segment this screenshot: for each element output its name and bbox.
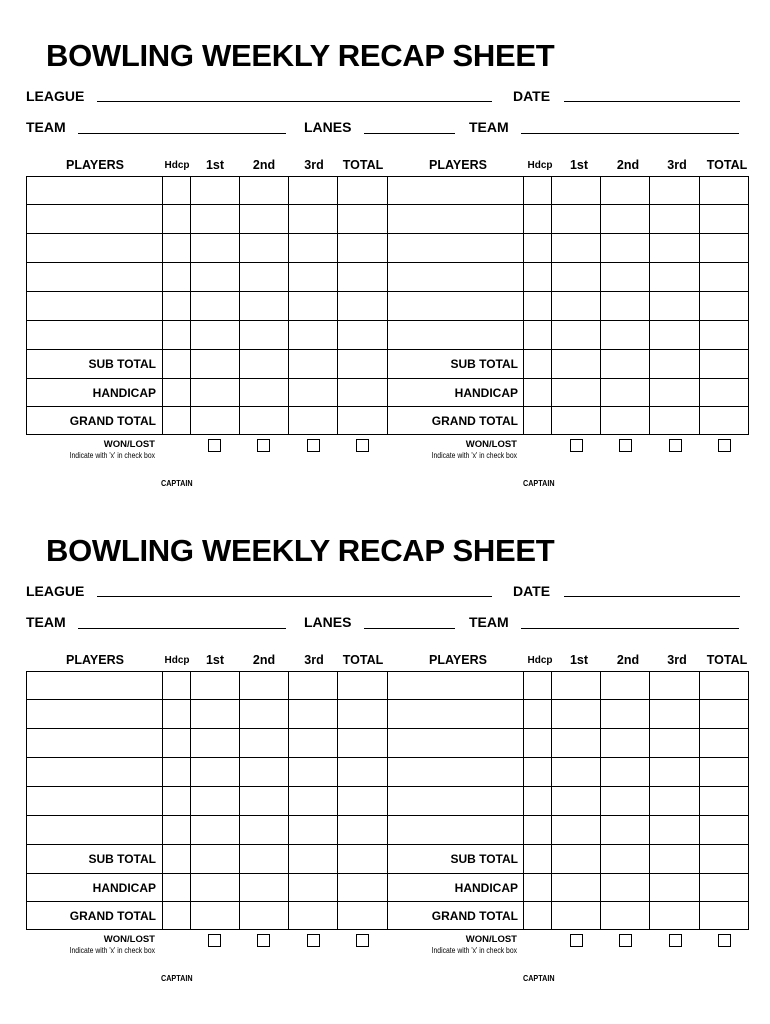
total-score-cell[interactable]	[163, 874, 191, 902]
player-score-cell[interactable]	[191, 816, 240, 845]
player-score-cell[interactable]	[552, 729, 601, 758]
player-score-cell[interactable]	[601, 177, 650, 205]
player-score-cell[interactable]	[700, 672, 750, 700]
total-score-cell[interactable]	[289, 379, 338, 407]
player-score-cell[interactable]	[240, 700, 289, 729]
player-score-cell[interactable]	[552, 177, 601, 205]
player-score-cell[interactable]	[191, 263, 240, 292]
total-score-cell[interactable]	[700, 407, 750, 436]
handicap-label-right: HANDICAP	[454, 881, 518, 895]
won-lost-note-right: Indicate with 'x' in check box	[431, 946, 517, 955]
league-field[interactable]	[97, 101, 492, 102]
player-score-cell[interactable]	[338, 177, 388, 205]
player-score-cell[interactable]	[650, 758, 700, 787]
player-score-cell[interactable]	[388, 177, 524, 205]
player-score-cell[interactable]	[552, 758, 601, 787]
handicap-label-left: HANDICAP	[92, 881, 156, 895]
player-score-cell[interactable]	[240, 321, 289, 350]
total-score-cell[interactable]	[700, 874, 750, 902]
total-score-cell[interactable]	[289, 874, 338, 902]
total-score-cell[interactable]	[601, 845, 650, 874]
player-score-cell[interactable]	[700, 729, 750, 758]
player-score-cell[interactable]	[650, 177, 700, 205]
player-score-cell[interactable]	[388, 672, 524, 700]
player-score-cell[interactable]	[338, 263, 388, 292]
won-lost-note-right: Indicate with 'x' in check box	[431, 451, 517, 460]
league-label: LEAGUE	[26, 583, 85, 599]
player-score-cell[interactable]	[524, 177, 552, 205]
date-label: DATE	[513, 88, 551, 104]
sheet-title: BOWLING WEEKLY RECAP SHEET	[46, 533, 555, 568]
player-score-cell[interactable]	[27, 263, 163, 292]
won-lost-checkbox[interactable]	[208, 934, 221, 947]
total-score-cell[interactable]	[338, 350, 388, 379]
player-score-cell[interactable]	[338, 321, 388, 350]
total-score-cell[interactable]	[601, 407, 650, 436]
header-1st-left: 1st	[205, 653, 225, 667]
won-lost-checkbox[interactable]	[570, 934, 583, 947]
player-score-cell[interactable]	[338, 234, 388, 263]
sheet-title: BOWLING WEEKLY RECAP SHEET	[46, 38, 555, 73]
won-lost-checkbox[interactable]	[570, 439, 583, 452]
header-3rd-right: 3rd	[667, 158, 687, 172]
total-score-cell[interactable]	[338, 902, 388, 931]
player-score-cell[interactable]	[388, 263, 524, 292]
player-score-cell[interactable]	[388, 292, 524, 321]
player-score-cell[interactable]	[388, 787, 524, 816]
player-score-cell[interactable]	[700, 758, 750, 787]
lanes-field[interactable]	[364, 133, 455, 134]
player-score-cell[interactable]	[650, 672, 700, 700]
player-score-cell[interactable]	[240, 263, 289, 292]
won-lost-checkbox[interactable]	[718, 934, 731, 947]
total-score-cell[interactable]	[240, 845, 289, 874]
player-score-cell[interactable]	[338, 292, 388, 321]
total-score-cell[interactable]	[552, 379, 601, 407]
team-right-field[interactable]	[521, 133, 739, 134]
total-score-cell[interactable]	[240, 379, 289, 407]
total-score-cell[interactable]	[650, 407, 700, 436]
total-score-cell[interactable]	[338, 407, 388, 436]
player-score-cell[interactable]	[552, 672, 601, 700]
player-score-cell[interactable]	[650, 263, 700, 292]
player-score-cell[interactable]	[388, 758, 524, 787]
total-score-cell[interactable]	[552, 874, 601, 902]
total-score-cell[interactable]	[163, 902, 191, 931]
total-score-cell[interactable]	[240, 407, 289, 436]
recap-sheet	[0, 0, 770, 495]
header-1st-left: 1st	[205, 158, 225, 172]
player-score-cell[interactable]	[240, 758, 289, 787]
total-score-cell[interactable]	[601, 379, 650, 407]
player-score-cell[interactable]	[27, 758, 163, 787]
header-hdcp-left: Hdcp	[164, 655, 190, 666]
player-score-cell[interactable]	[191, 787, 240, 816]
score-grid	[26, 176, 749, 435]
player-score-cell[interactable]	[388, 205, 524, 234]
player-score-cell[interactable]	[163, 177, 191, 205]
player-score-cell[interactable]	[601, 758, 650, 787]
won-lost-checkbox[interactable]	[718, 439, 731, 452]
player-score-cell[interactable]	[700, 234, 750, 263]
player-score-cell[interactable]	[163, 787, 191, 816]
player-score-cell[interactable]	[700, 700, 750, 729]
player-score-cell[interactable]	[289, 700, 338, 729]
player-score-cell[interactable]	[163, 263, 191, 292]
player-score-cell[interactable]	[240, 292, 289, 321]
total-score-cell[interactable]	[191, 874, 240, 902]
grand-total-label-left: GRAND TOTAL	[69, 909, 156, 923]
player-score-cell[interactable]	[338, 758, 388, 787]
player-score-cell[interactable]	[289, 263, 338, 292]
header-1st-right: 1st	[569, 653, 589, 667]
won-lost-label-left: WON/LOST	[103, 439, 155, 450]
header-2nd-left: 2nd	[252, 653, 276, 667]
total-score-cell[interactable]	[524, 902, 552, 931]
player-score-cell[interactable]	[338, 729, 388, 758]
player-score-cell[interactable]	[524, 787, 552, 816]
player-score-cell[interactable]	[163, 729, 191, 758]
player-score-cell[interactable]	[289, 729, 338, 758]
total-score-cell[interactable]	[524, 379, 552, 407]
total-score-cell[interactable]	[191, 845, 240, 874]
player-score-cell[interactable]	[240, 672, 289, 700]
won-lost-checkbox[interactable]	[307, 934, 320, 947]
date-field[interactable]	[564, 101, 740, 102]
player-score-cell[interactable]	[289, 672, 338, 700]
header-2nd-right: 2nd	[616, 653, 640, 667]
league-field[interactable]	[97, 596, 492, 597]
total-score-cell[interactable]	[191, 407, 240, 436]
player-score-cell[interactable]	[650, 816, 700, 845]
won-lost-label-left: WON/LOST	[103, 934, 155, 945]
player-score-cell[interactable]	[289, 292, 338, 321]
player-score-cell[interactable]	[601, 729, 650, 758]
total-score-cell[interactable]	[650, 379, 700, 407]
header-3rd-left: 3rd	[304, 653, 324, 667]
total-score-cell[interactable]	[650, 902, 700, 931]
total-score-cell[interactable]	[191, 379, 240, 407]
player-score-cell[interactable]	[524, 292, 552, 321]
player-score-cell[interactable]	[163, 700, 191, 729]
player-score-cell[interactable]	[27, 700, 163, 729]
player-score-cell[interactable]	[191, 205, 240, 234]
header-players-right: PLAYERS	[429, 158, 487, 172]
header-2nd-right: 2nd	[616, 158, 640, 172]
header-total-left: TOTAL	[342, 158, 384, 172]
player-score-cell[interactable]	[27, 321, 163, 350]
total-score-cell[interactable]	[552, 845, 601, 874]
league-label: LEAGUE	[26, 88, 85, 104]
total-score-cell[interactable]	[191, 350, 240, 379]
player-score-cell[interactable]	[524, 263, 552, 292]
player-score-cell[interactable]	[338, 700, 388, 729]
header-hdcp-right: Hdcp	[527, 655, 553, 666]
player-score-cell[interactable]	[27, 672, 163, 700]
player-score-cell[interactable]	[524, 205, 552, 234]
player-score-cell[interactable]	[650, 292, 700, 321]
total-score-cell[interactable]	[240, 350, 289, 379]
player-score-cell[interactable]	[552, 292, 601, 321]
total-score-cell[interactable]	[650, 350, 700, 379]
player-score-cell[interactable]	[650, 321, 700, 350]
team-right-label: TEAM	[469, 614, 509, 630]
player-score-cell[interactable]	[163, 234, 191, 263]
player-score-cell[interactable]	[289, 787, 338, 816]
player-score-cell[interactable]	[289, 758, 338, 787]
won-lost-checkbox[interactable]	[669, 934, 682, 947]
player-score-cell[interactable]	[524, 234, 552, 263]
player-score-cell[interactable]	[338, 205, 388, 234]
player-score-cell[interactable]	[700, 321, 750, 350]
player-score-cell[interactable]	[601, 672, 650, 700]
total-score-cell[interactable]	[163, 845, 191, 874]
player-score-cell[interactable]	[27, 729, 163, 758]
total-score-cell[interactable]	[552, 407, 601, 436]
player-score-cell[interactable]	[700, 177, 750, 205]
player-score-cell[interactable]	[289, 177, 338, 205]
player-score-cell[interactable]	[700, 787, 750, 816]
player-score-cell[interactable]	[191, 177, 240, 205]
player-score-cell[interactable]	[700, 816, 750, 845]
player-score-cell[interactable]	[240, 205, 289, 234]
player-score-cell[interactable]	[524, 321, 552, 350]
player-score-cell[interactable]	[388, 729, 524, 758]
player-score-cell[interactable]	[240, 177, 289, 205]
player-score-cell[interactable]	[191, 729, 240, 758]
player-score-cell[interactable]	[650, 729, 700, 758]
captain-label-right: CAPTAIN	[523, 973, 555, 983]
player-score-cell[interactable]	[552, 321, 601, 350]
total-score-cell[interactable]	[289, 350, 338, 379]
won-lost-checkbox[interactable]	[619, 439, 632, 452]
total-score-cell[interactable]	[524, 845, 552, 874]
player-score-cell[interactable]	[191, 321, 240, 350]
player-score-cell[interactable]	[650, 234, 700, 263]
player-score-cell[interactable]	[524, 758, 552, 787]
header-2nd-left: 2nd	[252, 158, 276, 172]
recap-sheet	[0, 495, 770, 990]
player-score-cell[interactable]	[552, 205, 601, 234]
total-score-cell[interactable]	[552, 902, 601, 931]
total-score-cell[interactable]	[338, 845, 388, 874]
player-score-cell[interactable]	[338, 672, 388, 700]
player-score-cell[interactable]	[388, 700, 524, 729]
player-score-cell[interactable]	[240, 234, 289, 263]
header-hdcp-right: Hdcp	[527, 160, 553, 171]
total-score-cell[interactable]	[601, 902, 650, 931]
player-score-cell[interactable]	[552, 234, 601, 263]
header-players-left: PLAYERS	[66, 653, 124, 667]
player-score-cell[interactable]	[191, 292, 240, 321]
lanes-label: LANES	[304, 614, 352, 630]
player-score-cell[interactable]	[289, 234, 338, 263]
player-score-cell[interactable]	[240, 787, 289, 816]
total-score-cell[interactable]	[240, 902, 289, 931]
won-lost-checkbox[interactable]	[619, 934, 632, 947]
team-right-field[interactable]	[521, 628, 739, 629]
captain-label-left: CAPTAIN	[161, 973, 193, 983]
won-lost-label-right: WON/LOST	[465, 439, 517, 450]
header-players-right: PLAYERS	[429, 653, 487, 667]
captain-label-left: CAPTAIN	[161, 478, 193, 488]
score-grid	[26, 671, 749, 930]
player-score-cell[interactable]	[524, 729, 552, 758]
player-score-cell[interactable]	[650, 205, 700, 234]
total-score-cell[interactable]	[524, 874, 552, 902]
player-score-cell[interactable]	[338, 787, 388, 816]
sub-total-label-right: SUB TOTAL	[450, 357, 518, 371]
player-score-cell[interactable]	[289, 321, 338, 350]
won-lost-checkbox[interactable]	[356, 439, 369, 452]
player-score-cell[interactable]	[552, 787, 601, 816]
player-score-cell[interactable]	[163, 672, 191, 700]
player-score-cell[interactable]	[27, 234, 163, 263]
total-score-cell[interactable]	[700, 379, 750, 407]
player-score-cell[interactable]	[601, 321, 650, 350]
player-score-cell[interactable]	[601, 234, 650, 263]
total-score-cell[interactable]	[240, 874, 289, 902]
player-score-cell[interactable]	[240, 816, 289, 845]
player-score-cell[interactable]	[650, 700, 700, 729]
total-score-cell[interactable]	[163, 407, 191, 436]
grand-total-label-left: GRAND TOTAL	[69, 414, 156, 428]
total-score-cell[interactable]	[601, 874, 650, 902]
player-score-cell[interactable]	[650, 787, 700, 816]
player-score-cell[interactable]	[27, 205, 163, 234]
header-total-left: TOTAL	[342, 653, 384, 667]
total-score-cell[interactable]	[191, 902, 240, 931]
total-score-cell[interactable]	[700, 845, 750, 874]
player-score-cell[interactable]	[524, 672, 552, 700]
player-score-cell[interactable]	[163, 816, 191, 845]
team-left-label: TEAM	[26, 614, 66, 630]
total-score-cell[interactable]	[338, 874, 388, 902]
grand-total-label-right: GRAND TOTAL	[431, 414, 518, 428]
player-score-cell[interactable]	[388, 816, 524, 845]
player-score-cell[interactable]	[191, 672, 240, 700]
won-lost-checkbox[interactable]	[307, 439, 320, 452]
player-score-cell[interactable]	[191, 234, 240, 263]
total-score-cell[interactable]	[601, 350, 650, 379]
player-score-cell[interactable]	[27, 787, 163, 816]
won-lost-note-left: Indicate with 'x' in check box	[69, 946, 155, 955]
player-score-cell[interactable]	[338, 816, 388, 845]
player-score-cell[interactable]	[240, 729, 289, 758]
player-score-cell[interactable]	[552, 263, 601, 292]
handicap-label-left: HANDICAP	[92, 386, 156, 400]
player-score-cell[interactable]	[601, 816, 650, 845]
captain-label-right: CAPTAIN	[523, 478, 555, 488]
total-score-cell[interactable]	[552, 350, 601, 379]
header-total-right: TOTAL	[706, 158, 748, 172]
player-score-cell[interactable]	[552, 816, 601, 845]
player-score-cell[interactable]	[601, 787, 650, 816]
player-score-cell[interactable]	[601, 292, 650, 321]
player-score-cell[interactable]	[27, 177, 163, 205]
total-score-cell[interactable]	[650, 845, 700, 874]
won-lost-checkbox[interactable]	[257, 439, 270, 452]
player-score-cell[interactable]	[289, 205, 338, 234]
total-score-cell[interactable]	[289, 902, 338, 931]
header-3rd-left: 3rd	[304, 158, 324, 172]
header-3rd-right: 3rd	[667, 653, 687, 667]
lanes-label: LANES	[304, 119, 352, 135]
total-score-cell[interactable]	[524, 407, 552, 436]
player-score-cell[interactable]	[388, 321, 524, 350]
total-score-cell[interactable]	[289, 845, 338, 874]
player-score-cell[interactable]	[163, 758, 191, 787]
header-total-right: TOTAL	[706, 653, 748, 667]
player-score-cell[interactable]	[524, 700, 552, 729]
player-score-cell[interactable]	[601, 205, 650, 234]
player-score-cell[interactable]	[27, 292, 163, 321]
won-lost-checkbox[interactable]	[669, 439, 682, 452]
won-lost-checkbox[interactable]	[356, 934, 369, 947]
date-field[interactable]	[564, 596, 740, 597]
player-score-cell[interactable]	[700, 292, 750, 321]
team-left-field[interactable]	[78, 628, 286, 629]
sub-total-label-right: SUB TOTAL	[450, 852, 518, 866]
player-score-cell[interactable]	[524, 816, 552, 845]
total-score-cell[interactable]	[700, 902, 750, 931]
lanes-field[interactable]	[364, 628, 455, 629]
won-lost-checkbox[interactable]	[257, 934, 270, 947]
player-score-cell[interactable]	[163, 292, 191, 321]
player-score-cell[interactable]	[601, 700, 650, 729]
date-label: DATE	[513, 583, 551, 599]
total-score-cell[interactable]	[524, 350, 552, 379]
player-score-cell[interactable]	[289, 816, 338, 845]
player-score-cell[interactable]	[388, 234, 524, 263]
won-lost-label-right: WON/LOST	[465, 934, 517, 945]
grand-total-label-right: GRAND TOTAL	[431, 909, 518, 923]
sub-total-label-left: SUB TOTAL	[88, 357, 156, 371]
player-score-cell[interactable]	[700, 263, 750, 292]
header-1st-right: 1st	[569, 158, 589, 172]
total-score-cell[interactable]	[163, 350, 191, 379]
team-left-field[interactable]	[78, 133, 286, 134]
handicap-label-right: HANDICAP	[454, 386, 518, 400]
total-score-cell[interactable]	[700, 350, 750, 379]
total-score-cell[interactable]	[163, 379, 191, 407]
player-score-cell[interactable]	[601, 263, 650, 292]
player-score-cell[interactable]	[163, 205, 191, 234]
won-lost-checkbox[interactable]	[208, 439, 221, 452]
header-hdcp-left: Hdcp	[164, 160, 190, 171]
total-score-cell[interactable]	[650, 874, 700, 902]
player-score-cell[interactable]	[552, 700, 601, 729]
team-right-label: TEAM	[469, 119, 509, 135]
total-score-cell[interactable]	[338, 379, 388, 407]
player-score-cell[interactable]	[163, 321, 191, 350]
header-players-left: PLAYERS	[66, 158, 124, 172]
player-score-cell[interactable]	[700, 205, 750, 234]
player-score-cell[interactable]	[191, 758, 240, 787]
player-score-cell[interactable]	[191, 700, 240, 729]
team-left-label: TEAM	[26, 119, 66, 135]
sub-total-label-left: SUB TOTAL	[88, 852, 156, 866]
won-lost-note-left: Indicate with 'x' in check box	[69, 451, 155, 460]
total-score-cell[interactable]	[289, 407, 338, 436]
player-score-cell[interactable]	[27, 816, 163, 845]
